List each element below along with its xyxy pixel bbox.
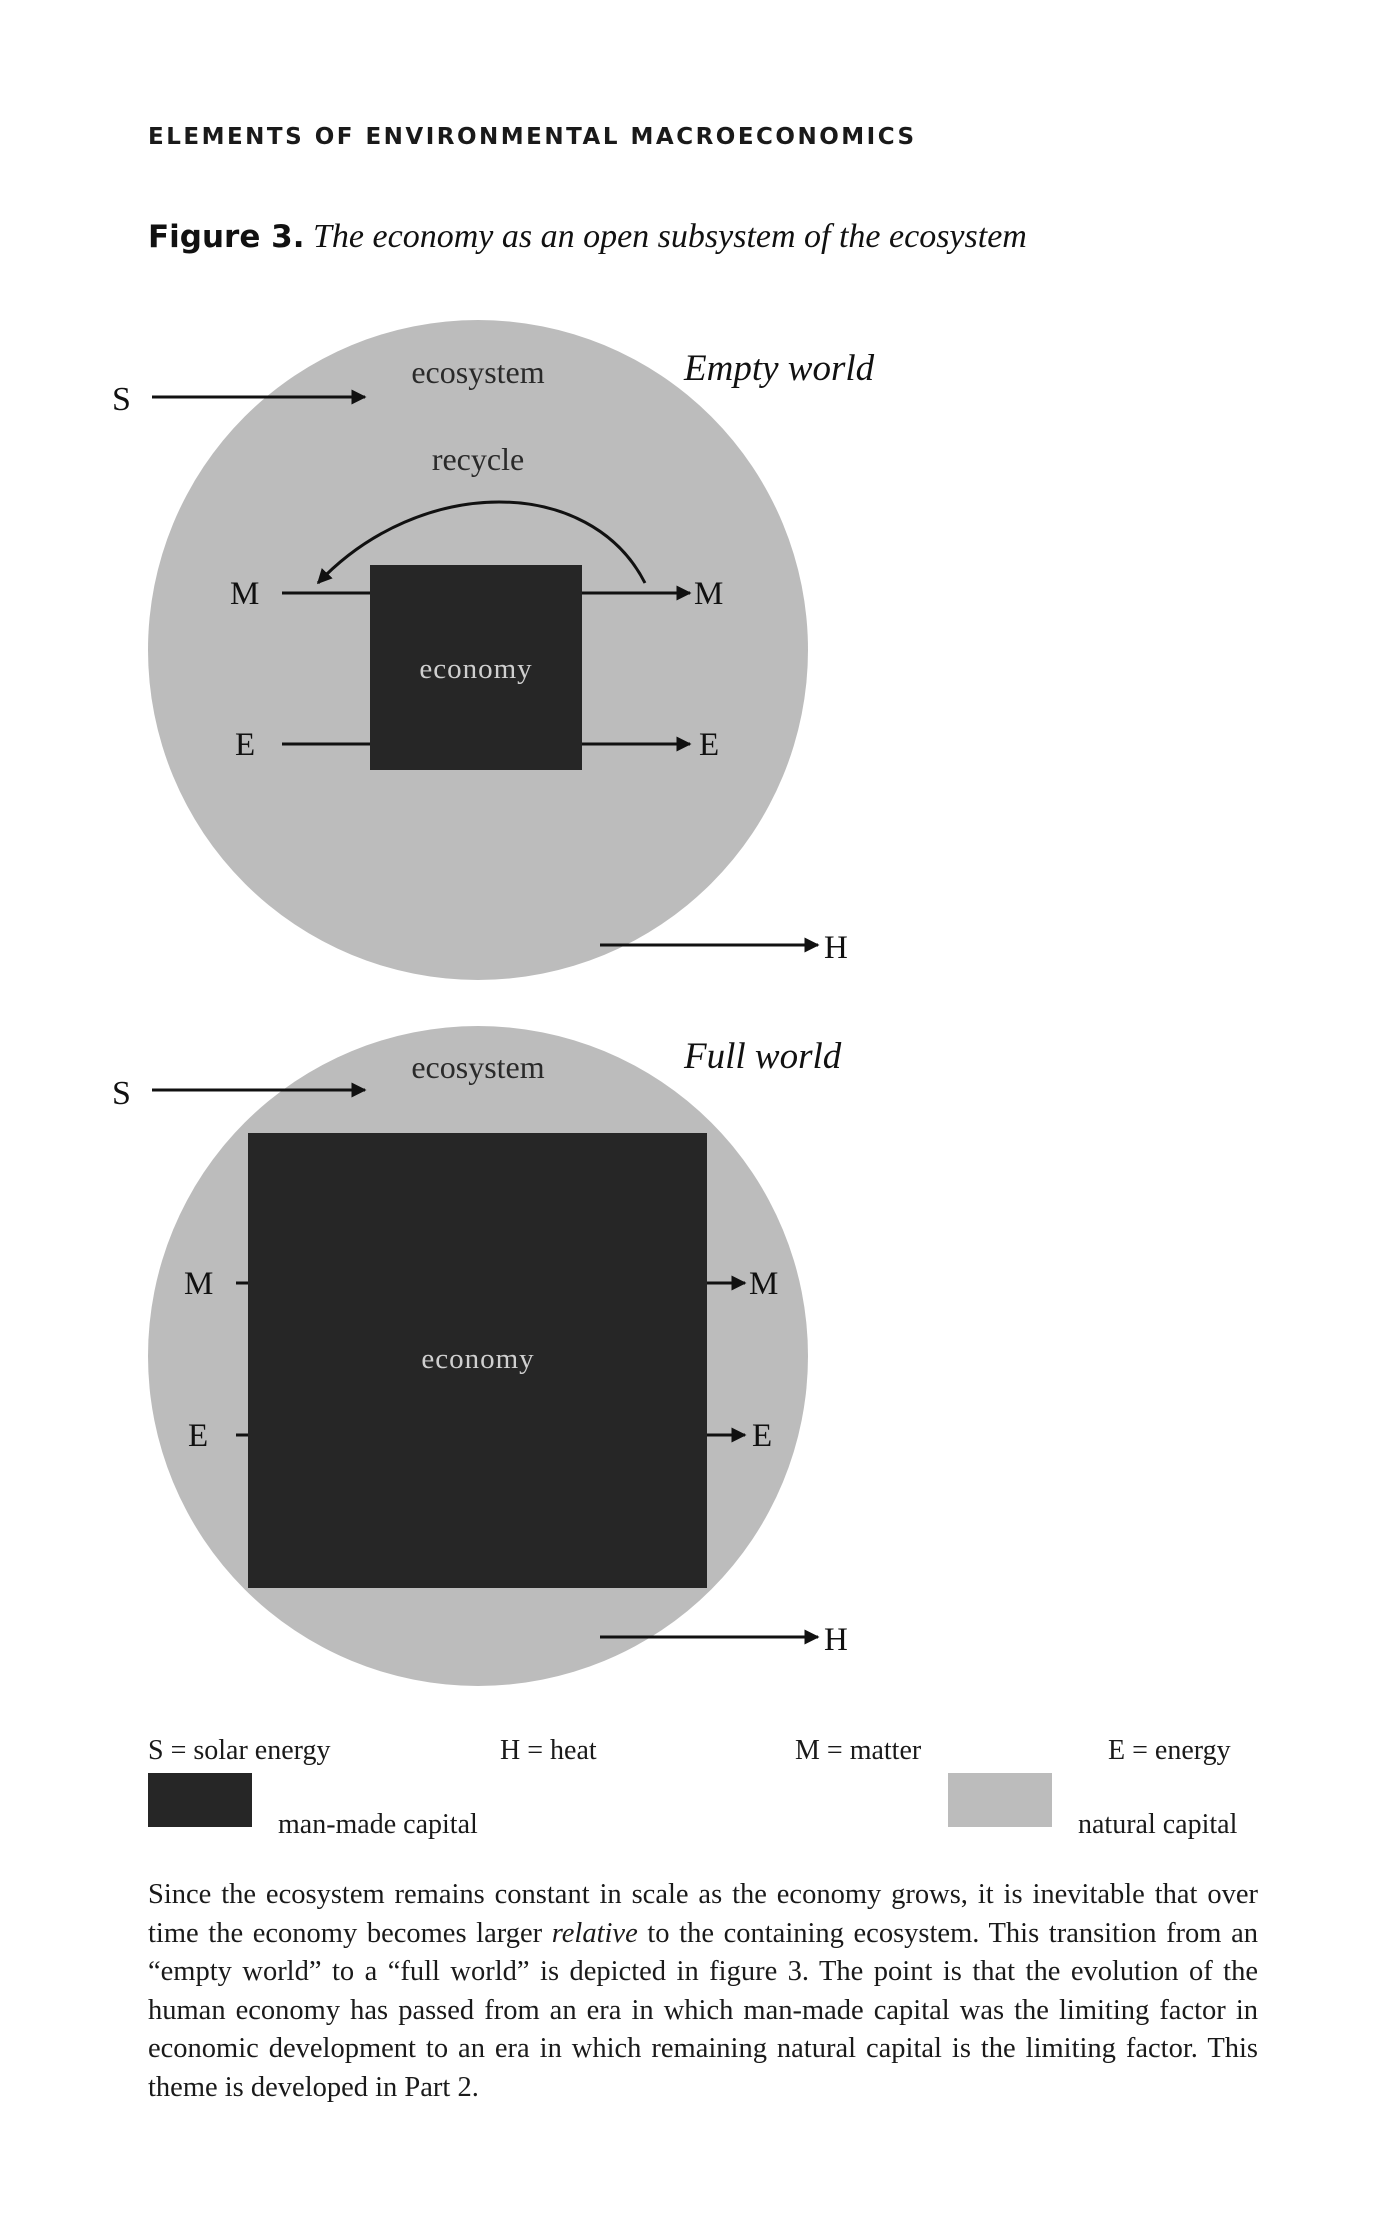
legend-energy: E = energy [1108,1735,1231,1766]
paragraph-text-2: to the containing ecosystem. This transition from an “empty world” to a “full world” is depicted in figure 3. The point is that the evolution of the human economy has passed from an era in which man-made capital was the limiting factor in economic development to an era in which remaining natural capital is the limiting factor. This theme is developed in Part 2. [148,1917,1258,2103]
recycle-label: recycle [431,441,525,477]
natural-capital-swatch [948,1773,1052,1827]
legend-natural-capital: natural capital [1078,1809,1238,1840]
empty-world-panel [112,320,875,980]
matter-out-label: M [749,1266,779,1302]
energy-in-label: E [188,1418,209,1454]
matter-in-label: M [230,576,260,612]
paragraph-text-1: Since the ecosystem remains constant in scale as the economy grows, it is inevitable that over time the economy becomes larger [148,1879,1258,1949]
matter-out-label: M [694,576,724,612]
solar-label: S [112,1075,131,1112]
panel-title: Empty world [684,348,875,389]
figure-caption: The economy as an open subsystem of the ecosystem [313,218,1027,255]
ecosystem-label: ecosystem [411,1049,545,1085]
paragraph-emphasis: relative [551,1917,638,1949]
solar-label: S [112,381,131,418]
figure-label: Figure 3. [148,219,305,255]
legend-man-made-capital: man-made capital [278,1809,478,1840]
running-head: ELEMENTS OF ENVIRONMENTAL MACROECONOMICS [148,124,917,150]
economy-label: economy [421,1343,535,1375]
legend-matter: M = matter [795,1735,922,1766]
ecosystem-label: ecosystem [411,354,545,390]
legend-heat: H = heat [500,1735,597,1766]
economy-label: economy [419,653,533,685]
energy-out-label: E [752,1418,773,1454]
heat-label: H [824,1622,848,1658]
man-made-capital-swatch [148,1773,252,1827]
energy-in-label: E [235,727,256,763]
energy-out-label: E [699,727,720,763]
panel-title: Full world [684,1036,842,1077]
legend-solar: S = solar energy [148,1735,331,1766]
matter-in-label: M [184,1266,214,1302]
body-paragraph [148,1876,1258,2107]
full-world-panel [112,1026,848,1686]
heat-label: H [824,930,848,966]
